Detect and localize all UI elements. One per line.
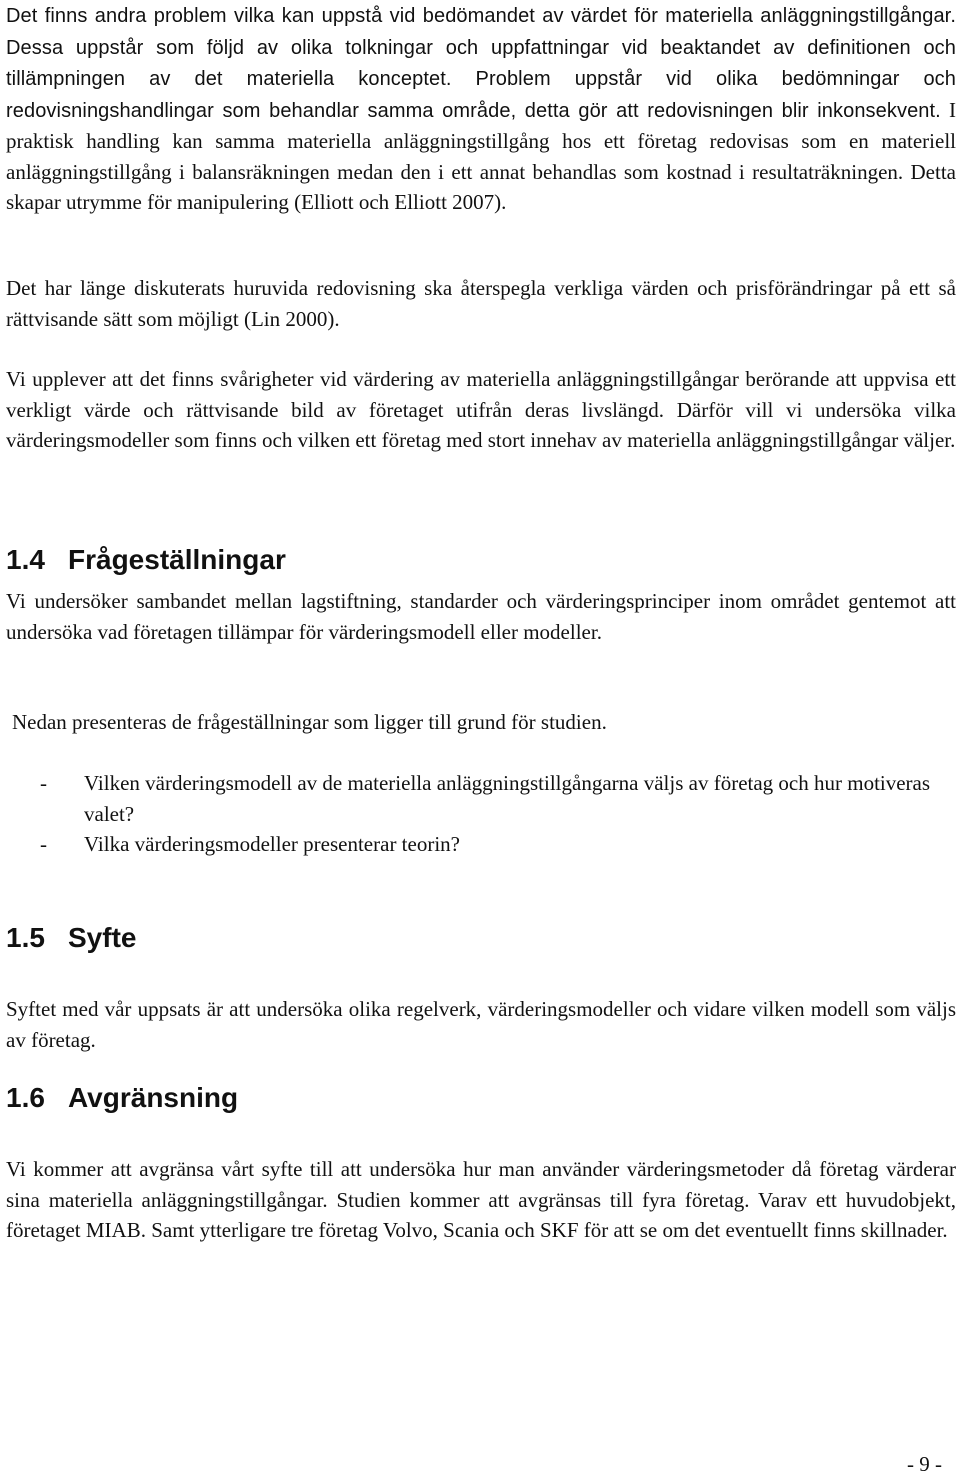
paragraph-problem-sans-part: Det finns andra problem vilka kan uppstå vid bedömandet av värdet för materiella anläggningstillgångar. Dessa uppstår som följd av olika tolkningar och uppfattningar vid beaktandet av definitionen och tillämpningen av det materiella konceptet. Problem uppstår vid olika bedömningar och redovisningshandlingar som behandlar samma område, detta gör att redovisningen blir inkonsekvent.	[6, 5, 956, 122]
paragraph-problem-serif-part: I praktisk handling kan samma materiella anläggningstillgång hos ett företag redovisas som en materiell anläggningstillgång i balansräkningen medan den i ett annat behandlas som kostnad i resultaträkningen. Detta skapar utrymme för manipulering (Elliott och Elliott 2007).	[6, 97, 956, 214]
question-text: Vilka värderingsmodeller presenterar teorin?	[84, 832, 460, 856]
heading-1-5-number: 1.5	[6, 922, 45, 953]
heading-1-4-number: 1.4	[6, 544, 45, 575]
heading-1-4	[6, 543, 286, 577]
list-dash: -	[40, 832, 47, 856]
paragraph-avgransning: Vi kommer att avgränsa vårt syfte till att undersöka hur man använder värderingsmetoder då företag värderar sina materiella anläggningstillgångar. Studien kommer att avgränsas till fyra företag. Varav ett huvudobjekt, företaget MIAB. Samt ytterligare tre företag Volvo, Scania och SKF för att se om det eventuellt finns skillnader.	[6, 1157, 956, 1242]
paragraph-real-values: Det har länge diskuterats huruvida redovisning ska återspegla verkliga värden och prisförändringar på ett så rättvisande sätt som möjligt (Lin 2000).	[6, 276, 956, 331]
paragraph-problem	[6, 0, 956, 218]
heading-1-6	[6, 1081, 238, 1115]
paragraph-difficulties: Vi upplever att det finns svårigheter vid värdering av materiella anläggningstillgångar berörande att uppvisa ett verkligt värde och rättvisande bild av företaget utifrån deras livslängd. Därför vill vi undersöka vilka värderingsmodeller som finns och vilken ett företag med stort innehav av materiella anläggningstillgångar väljer.	[6, 367, 956, 452]
question-text: Vilken värderingsmodell av de materiella anläggningstillgångarna väljs av företag och hur motiveras valet?	[84, 771, 931, 826]
paragraph-fragestallningar: Vi undersöker sambandet mellan lagstiftning, standarder och värderingsprinciper inom området gentemot att undersöka vad företagen tillämpar för värderingsmodell eller modeller.	[6, 589, 956, 644]
heading-1-6-title: Avgränsning	[68, 1082, 239, 1113]
paragraph-syfte: Syftet med vår uppsats är att undersöka olika regelverk, värderingsmodeller och vidare vilken modell som väljs av företag.	[6, 997, 956, 1052]
heading-1-4-title: Frågeställningar	[68, 544, 286, 575]
heading-1-5-title: Syfte	[68, 922, 137, 953]
list-dash: -	[40, 771, 47, 795]
page-number: - 9 -	[907, 1452, 942, 1476]
heading-1-5	[6, 921, 136, 955]
questions-list	[6, 768, 956, 860]
heading-1-6-number: 1.6	[6, 1082, 45, 1113]
paragraph-questions-intro: Nedan presenteras de frågeställningar som ligger till grund för studien.	[12, 710, 607, 734]
list-item	[6, 768, 956, 829]
list-item	[6, 829, 956, 860]
